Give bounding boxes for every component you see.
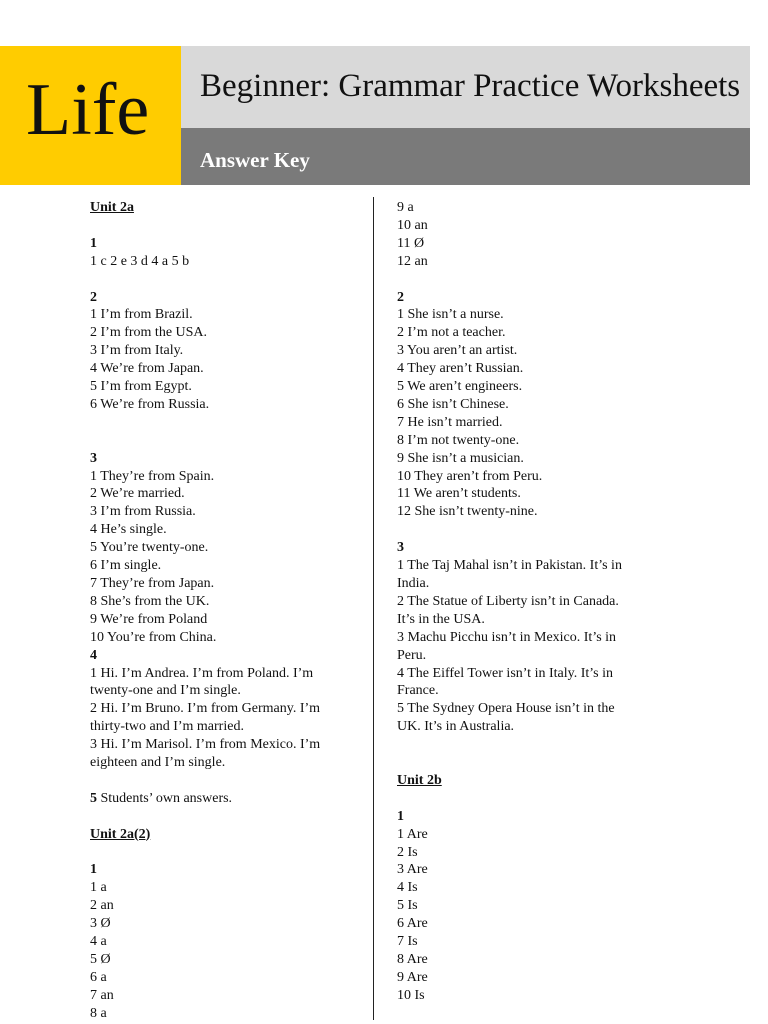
title-bar	[181, 46, 750, 128]
answer-line: 3 You aren’t an artist.	[397, 343, 518, 359]
answer-line: 1 They’re from Spain.	[90, 468, 215, 484]
answer-line: 10 You’re from China.	[90, 629, 217, 645]
blank-line	[397, 271, 657, 289]
answer-line: 1 Are	[397, 826, 428, 842]
logo-text: Life	[26, 69, 150, 151]
answer-line: 10 Is	[397, 987, 425, 1003]
page-subtitle: Answer Key	[200, 148, 310, 172]
exercise-number: 2	[397, 289, 404, 305]
blank-line	[90, 271, 360, 289]
answer-line: 5 The Sydney Opera House isn’t in the	[397, 701, 615, 717]
answer-line: 11 Ø	[397, 235, 425, 251]
subtitle-bar	[181, 128, 750, 185]
answer-line: 3 Machu Picchu isn’t in Mexico. It’s in	[397, 629, 617, 645]
answer-line: 9 We’re from Poland	[90, 611, 208, 627]
blank-line	[397, 754, 657, 772]
blank-line	[90, 772, 360, 790]
answer-line: 2 I’m not a teacher.	[397, 325, 506, 341]
answer-line: 2 Is	[397, 844, 418, 860]
answer-line: 5 We aren’t engineers.	[397, 379, 523, 395]
answer-line: UK. It’s in Australia.	[397, 719, 515, 735]
answer-line: 3 Ø	[90, 916, 111, 932]
answer-line: 9 a	[397, 200, 414, 215]
answer-line: 5 You’re twenty-one.	[90, 540, 209, 556]
answer-line: 9 She isn’t a musician.	[397, 450, 524, 466]
answer-line: 4 The Eiffel Tower isn’t in Italy. It’s in	[397, 665, 613, 681]
answer-line: 1 a	[90, 880, 107, 896]
answer-line: 1 She isn’t a nurse.	[397, 307, 504, 323]
answer-line: 8 a	[90, 1005, 107, 1021]
answer-line: 2 The Statue of Liberty isn’t in Canada.	[397, 593, 619, 609]
blank-line	[90, 217, 360, 235]
answer-line: 3 Are	[397, 862, 428, 878]
column-divider	[373, 197, 374, 1020]
exercise-number: 1	[397, 808, 404, 824]
answer-line: 7 an	[90, 987, 114, 1003]
answer-line: 2 Hi. I’m Bruno. I’m from Germany. I’m	[90, 701, 321, 717]
answer-line: 1 I’m from Brazil.	[90, 307, 193, 323]
answer-line: eighteen and I’m single.	[90, 755, 226, 771]
blank-line	[90, 844, 360, 862]
answer-line: India.	[397, 576, 430, 591]
answer-line: 3 Hi. I’m Marisol. I’m from Mexico. I’m	[90, 737, 321, 753]
answer-line: 7 Is	[397, 934, 418, 950]
answer-line: 1 The Taj Mahal isn’t in Pakistan. It’s in	[397, 558, 622, 574]
left-column	[90, 199, 360, 1023]
answer-line: 4 We’re from Japan.	[90, 361, 204, 377]
unit-heading: Unit 2b	[397, 772, 442, 788]
blank-line	[90, 414, 360, 432]
exercise-number: 3	[397, 540, 404, 556]
answer-line: 5 Students’ own answers.	[90, 790, 233, 806]
answer-line: 4 They aren’t Russian.	[397, 361, 524, 377]
answer-line: twenty-one and I’m single.	[90, 683, 241, 699]
answer-line: 9 Are	[397, 969, 428, 985]
answer-line: 7 They’re from Japan.	[90, 575, 215, 591]
answer-line: 6 She isn’t Chinese.	[397, 396, 509, 412]
unit-heading: Unit 2a(2)	[90, 826, 151, 842]
answer-line: 3 I’m from Italy.	[90, 343, 184, 359]
answer-line: France.	[397, 683, 439, 699]
answer-line: 7 He isn’t married.	[397, 414, 503, 430]
answer-line: 3 I’m from Russia.	[90, 504, 196, 520]
page-header	[0, 46, 750, 185]
answer-line: 4 Is	[397, 880, 418, 896]
answer-line: 6 I’m single.	[90, 558, 162, 574]
exercise-number: 4	[90, 647, 97, 663]
exercise-number: 1	[90, 862, 97, 878]
right-column	[397, 199, 657, 1005]
answer-line: 5 Ø	[90, 951, 111, 967]
answer-line: thirty-two and I’m married.	[90, 719, 244, 735]
exercise-number: 1	[90, 235, 97, 251]
answer-line: 12 an	[397, 253, 428, 269]
answer-line: 5 I’m from Egypt.	[90, 379, 192, 395]
answer-line: 6 a	[90, 969, 107, 985]
answer-line: 6 We’re from Russia.	[90, 396, 210, 412]
answer-line: 2 an	[90, 898, 114, 914]
answer-line: 4 He’s single.	[90, 522, 167, 538]
answer-line: 6 Are	[397, 916, 428, 932]
answer-line: 8 Are	[397, 951, 428, 967]
unit-heading: Unit 2a	[90, 200, 134, 215]
answer-line: 1 c 2 e 3 d 4 a 5 b	[90, 253, 190, 269]
answer-line: 8 I’m not twenty-one.	[397, 432, 520, 448]
blank-line	[90, 432, 360, 450]
brand-logo	[0, 46, 181, 185]
answer-line: 10 an	[397, 217, 428, 233]
answer-line: 10 They aren’t from Peru.	[397, 468, 543, 484]
blank-line	[397, 790, 657, 808]
answer-line: 2 I’m from the USA.	[90, 325, 208, 341]
answer-line: 2 We’re married.	[90, 486, 185, 502]
answer-line: 12 She isn’t twenty-nine.	[397, 504, 538, 520]
blank-line	[397, 521, 657, 539]
page-title: Beginner: Grammar Practice Worksheets	[200, 68, 741, 104]
answer-line: 1 Hi. I’m Andrea. I’m from Poland. I’m	[90, 665, 314, 681]
answer-line: It’s in the USA.	[397, 611, 485, 627]
blank-line	[397, 736, 657, 754]
answer-line: 5 Is	[397, 898, 418, 914]
answer-line: 11 We aren’t students.	[397, 486, 521, 502]
answer-line: 8 She’s from the UK.	[90, 593, 210, 609]
exercise-number: 3	[90, 450, 97, 466]
exercise-number: 2	[90, 289, 97, 305]
answer-line: 4 a	[90, 934, 107, 950]
blank-line	[90, 808, 360, 826]
answer-line: Peru.	[397, 647, 427, 663]
